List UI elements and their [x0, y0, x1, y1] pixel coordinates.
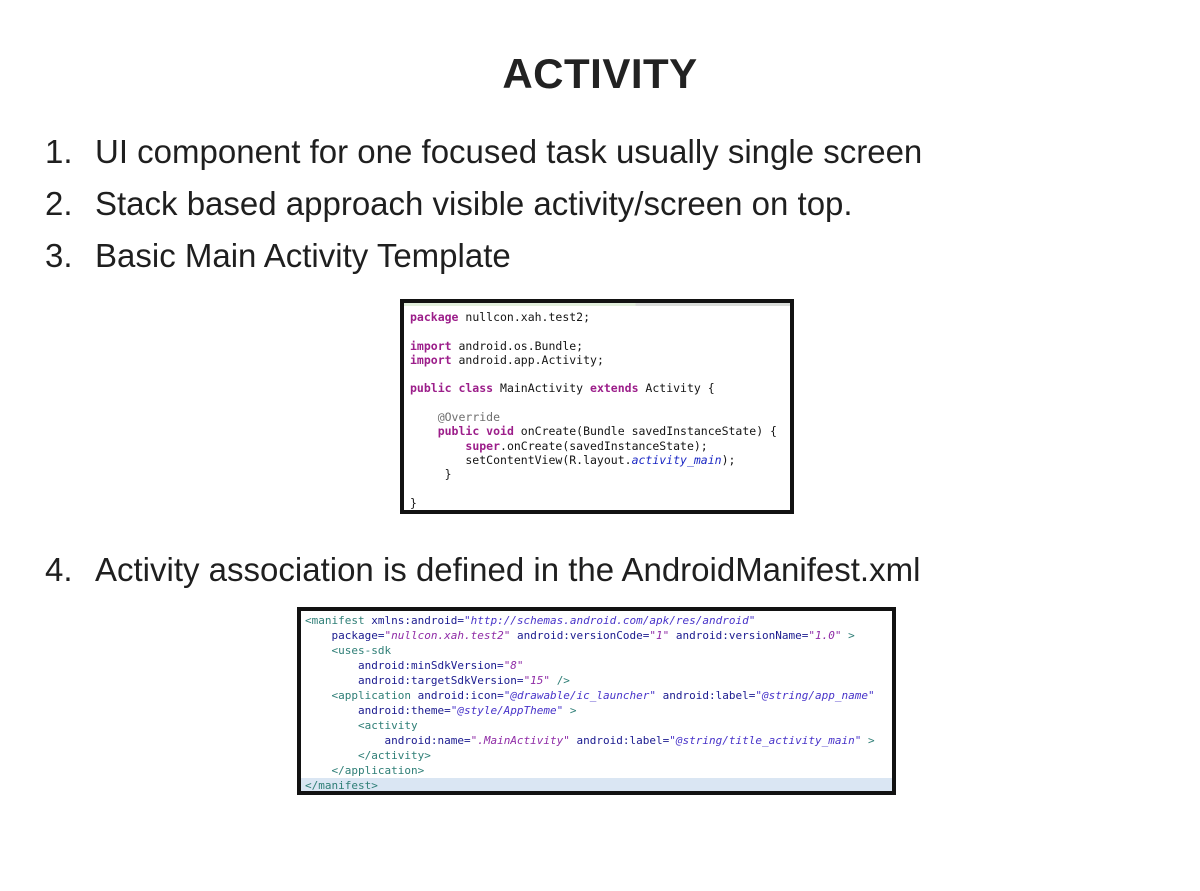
code-line: <manifest xmlns:android="http://schemas.android.com/apk/res/android" [305, 614, 756, 627]
code-line: android:name=".MainActivity" android:label="@string/title_activity_main" > [384, 734, 875, 747]
code-line: </activity> [357, 749, 431, 762]
code-line: } [410, 467, 452, 482]
code-line: <application android:icon="@drawable/ic_launcher" android:label="@string/app_name" [331, 689, 875, 702]
java-code-screenshot [400, 299, 794, 514]
screenshot-edge-artifact [404, 303, 790, 306]
code-line: <uses-sdk [331, 644, 392, 657]
list-item-3 [45, 230, 1165, 282]
code-line: package nullcon.xah.test2; [410, 310, 591, 324]
code-line: @Override [437, 410, 501, 425]
code-line [404, 367, 790, 381]
code-line [404, 482, 790, 496]
list-number: 4. [45, 551, 73, 588]
code-line: <activity [357, 719, 418, 732]
code-line: android:minSdkVersion="8" [357, 659, 524, 672]
list-text: UI component for one focused task usually single screen [95, 133, 923, 170]
code-line: public class MainActivity extends Activity { [410, 381, 715, 396]
list-number: 2. [45, 185, 73, 222]
code-line [404, 396, 790, 410]
manifest-code-screenshot [297, 607, 896, 795]
list-text: Activity association is defined in the AndroidManifest.xml [95, 551, 921, 588]
code-line [404, 324, 790, 338]
list-text: Basic Main Activity Template [95, 237, 511, 274]
code-line: </application> [331, 764, 425, 777]
code-line: </manifest> [301, 778, 892, 793]
list-item-4 [45, 544, 1165, 596]
code-line: super.onCreate(savedInstanceState); [465, 438, 708, 453]
list-item-1 [45, 126, 1165, 178]
code-line: setContentView(R.layout.activity_main); [410, 452, 736, 467]
list-text: Stack based approach visible activity/screen on top. [95, 185, 853, 222]
code-line: } [410, 495, 417, 510]
list-number: 3. [45, 237, 73, 274]
code-line: import android.os.Bundle; [410, 338, 584, 353]
page-title: ACTIVITY [502, 50, 698, 97]
code-line: import android.app.Activity; [410, 352, 604, 367]
code-line: android:theme="@style/AppTheme" > [357, 704, 577, 717]
code-line: package="nullcon.xah.test2" android:versionCode="1" android:versionName="1.0" > [331, 629, 855, 642]
code-line: android:targetSdkVersion="15" /> [357, 674, 570, 687]
list-number: 1. [45, 133, 73, 170]
list-item-2 [45, 178, 1165, 230]
code-line: public void onCreate(Bundle savedInstanceState) { [437, 424, 777, 439]
